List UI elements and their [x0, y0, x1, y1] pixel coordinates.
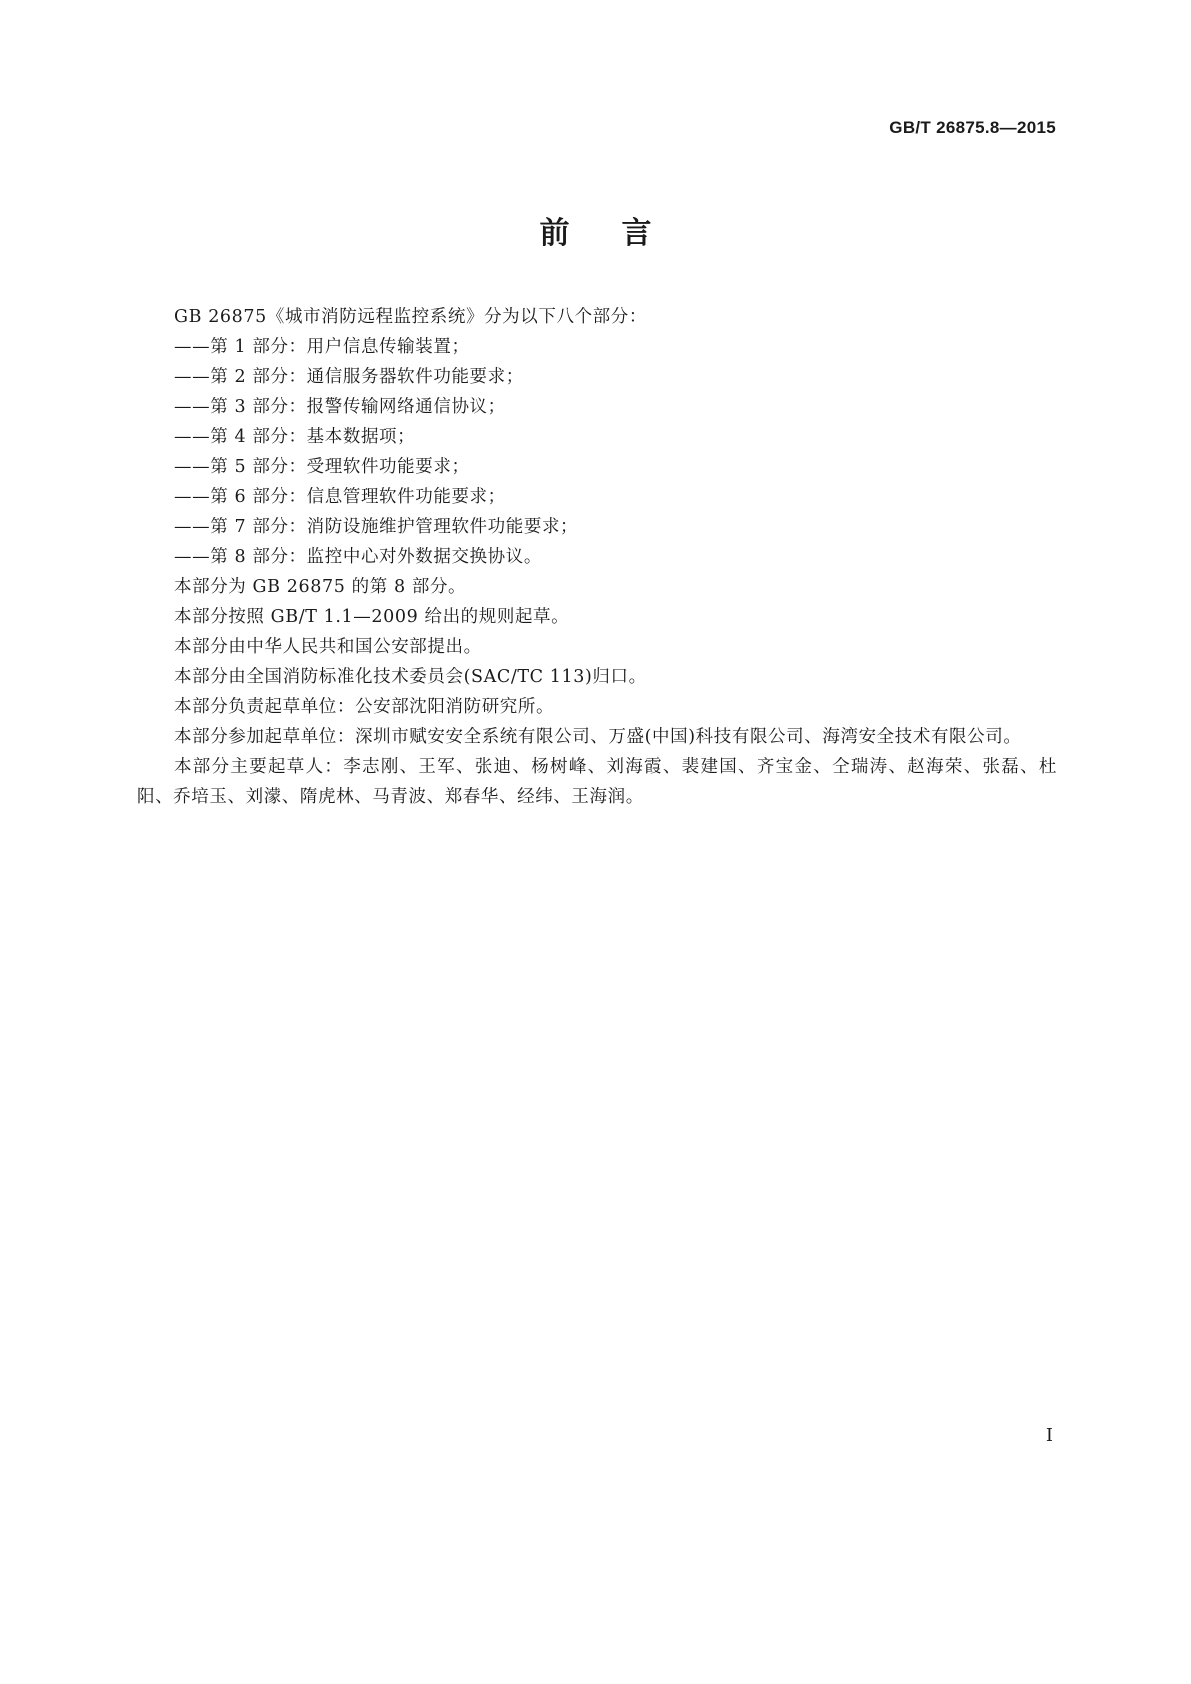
paragraph-proposer: 本部分由中华人民共和国公安部提出。 [174, 637, 482, 657]
list-item-part-8: ——第 8 部分：监控中心对外数据交换协议。 [174, 547, 542, 567]
list-item-part-1: ——第 1 部分：用户信息传输装置； [174, 337, 470, 357]
list-item-part-2: ——第 2 部分：通信服务器软件功能要求； [174, 367, 524, 387]
list-item-part-3: ——第 3 部分：报警传输网络通信协议； [174, 397, 506, 417]
page-number: I [1045, 1425, 1053, 1446]
page-title: 前言 [539, 216, 704, 251]
list-item-part-5: ——第 5 部分：受理软件功能要求； [174, 457, 470, 477]
paragraph-part-statement: 本部分为 GB 26875 的第 8 部分。 [174, 577, 467, 597]
list-item-part-4: ——第 4 部分：基本数据项； [174, 427, 416, 447]
list-item-part-7: ——第 7 部分：消防设施维护管理软件功能要求； [174, 517, 579, 537]
paragraph-participating-drafters: 本部分参加起草单位：深圳市赋安安全系统有限公司、万盛(中国)科技有限公司、海湾安全技术有限公司。 [174, 727, 1022, 747]
paragraph-lead-drafter: 本部分负责起草单位：公安部沈阳消防研究所。 [174, 697, 555, 717]
standard-number: GB/T 26875.8—2015 [889, 118, 1056, 137]
paragraph-committee: 本部分由全国消防标准化技术委员会(SAC/TC 113)归口。 [174, 667, 647, 687]
paragraph-intro: GB 26875《城市消防远程监控系统》分为以下八个部分： [174, 307, 647, 327]
paragraph-drafting-rules: 本部分按照 GB/T 1.1—2009 给出的规则起草。 [174, 607, 570, 627]
foreword-body [137, 302, 1057, 812]
list-item-part-6: ——第 6 部分：信息管理软件功能要求； [174, 487, 506, 507]
paragraph-main-drafters: 本部分主要起草人：李志刚、王军、张迪、杨树峰、刘海霞、裴建国、齐宝金、仝瑞涛、赵海荣、张磊、杜阳、乔培玉、刘濛、隋虎林、马青波、郑春华、经纬、王海润。 [137, 757, 1057, 807]
